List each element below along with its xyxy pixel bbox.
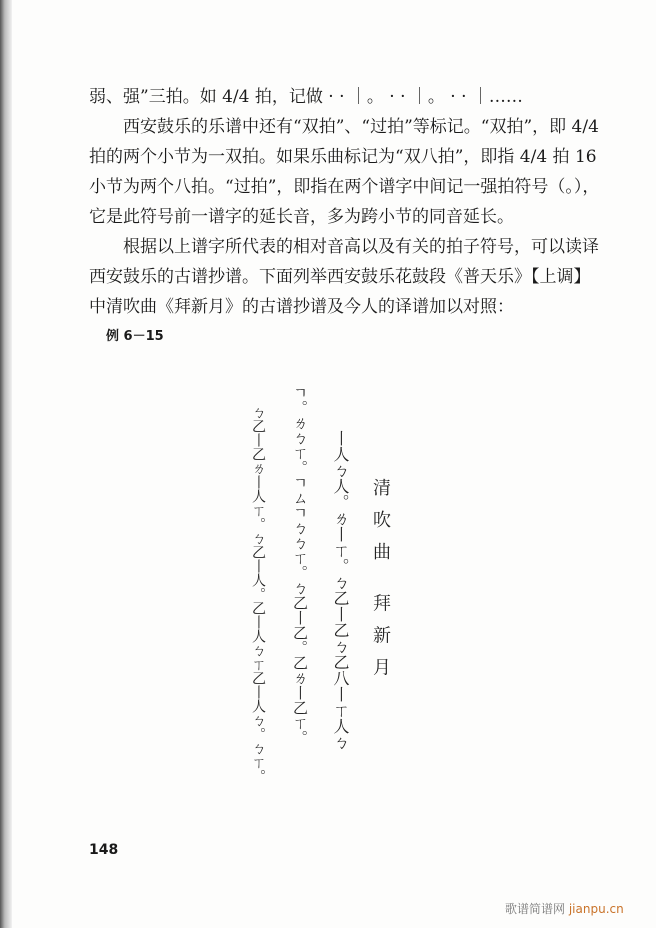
watermark-en: jianpu.cn	[568, 902, 624, 916]
paragraph-3: 根据以上谱字所代表的相对音高以及有关的拍子符号，可以读译西安鼓乐的古谱抄谱。下面列举西安鼓乐花鼓段《普天乐》【上调】中清吹曲《拜新月》的古谱抄谱及今人的译谱加以对照：	[89, 237, 599, 317]
score-column-3: ㄅ乙丨乙ㄌ丨人ㄒ。ㄅ乙丨人。乙丨人ㄅㄒ乙丨人ㄅ。ㄅㄒ。	[250, 405, 266, 783]
score-column-2: ㄱ。ㄌㄅㄒ。ㄱㄙㄱㄅㄅㄒ。ㄅ乙丨乙。乙ㄌ丨乙ㄒ。	[291, 385, 309, 745]
watermark-cn: 歌谱简谱网	[505, 902, 566, 916]
body-text	[89, 82, 603, 346]
scan-edge	[0, 0, 12, 928]
paragraph-1: 弱、强”三拍。如 4/4 拍，记做 · · ｜。 · · ｜。 · · ｜……	[89, 87, 523, 107]
score-column-1: 丨人ㄅ人。ㄌ丨ㄒ。ㄅ乙丨乙ㄅ乙八丨ㄒ人ㄅ	[331, 430, 350, 750]
paragraph-2: 西安鼓乐的乐谱中还有“双拍”、“过拍”等标记。“双拍”，即 4/4 拍的两个小节为一双拍。如果乐曲标记为“双八拍”，即指 4/4 拍 16 小节为两个八拍。“过拍”，即指在两个谱字中间记一强拍符号（。），它是此符号前一谱字的延长音，多为跨小节的同音延长。	[89, 117, 600, 227]
example-label: 例 6－15	[106, 329, 164, 344]
score-title: 清吹曲 拜新月	[370, 478, 391, 690]
page-number: 148	[89, 842, 119, 858]
watermark	[505, 900, 624, 917]
